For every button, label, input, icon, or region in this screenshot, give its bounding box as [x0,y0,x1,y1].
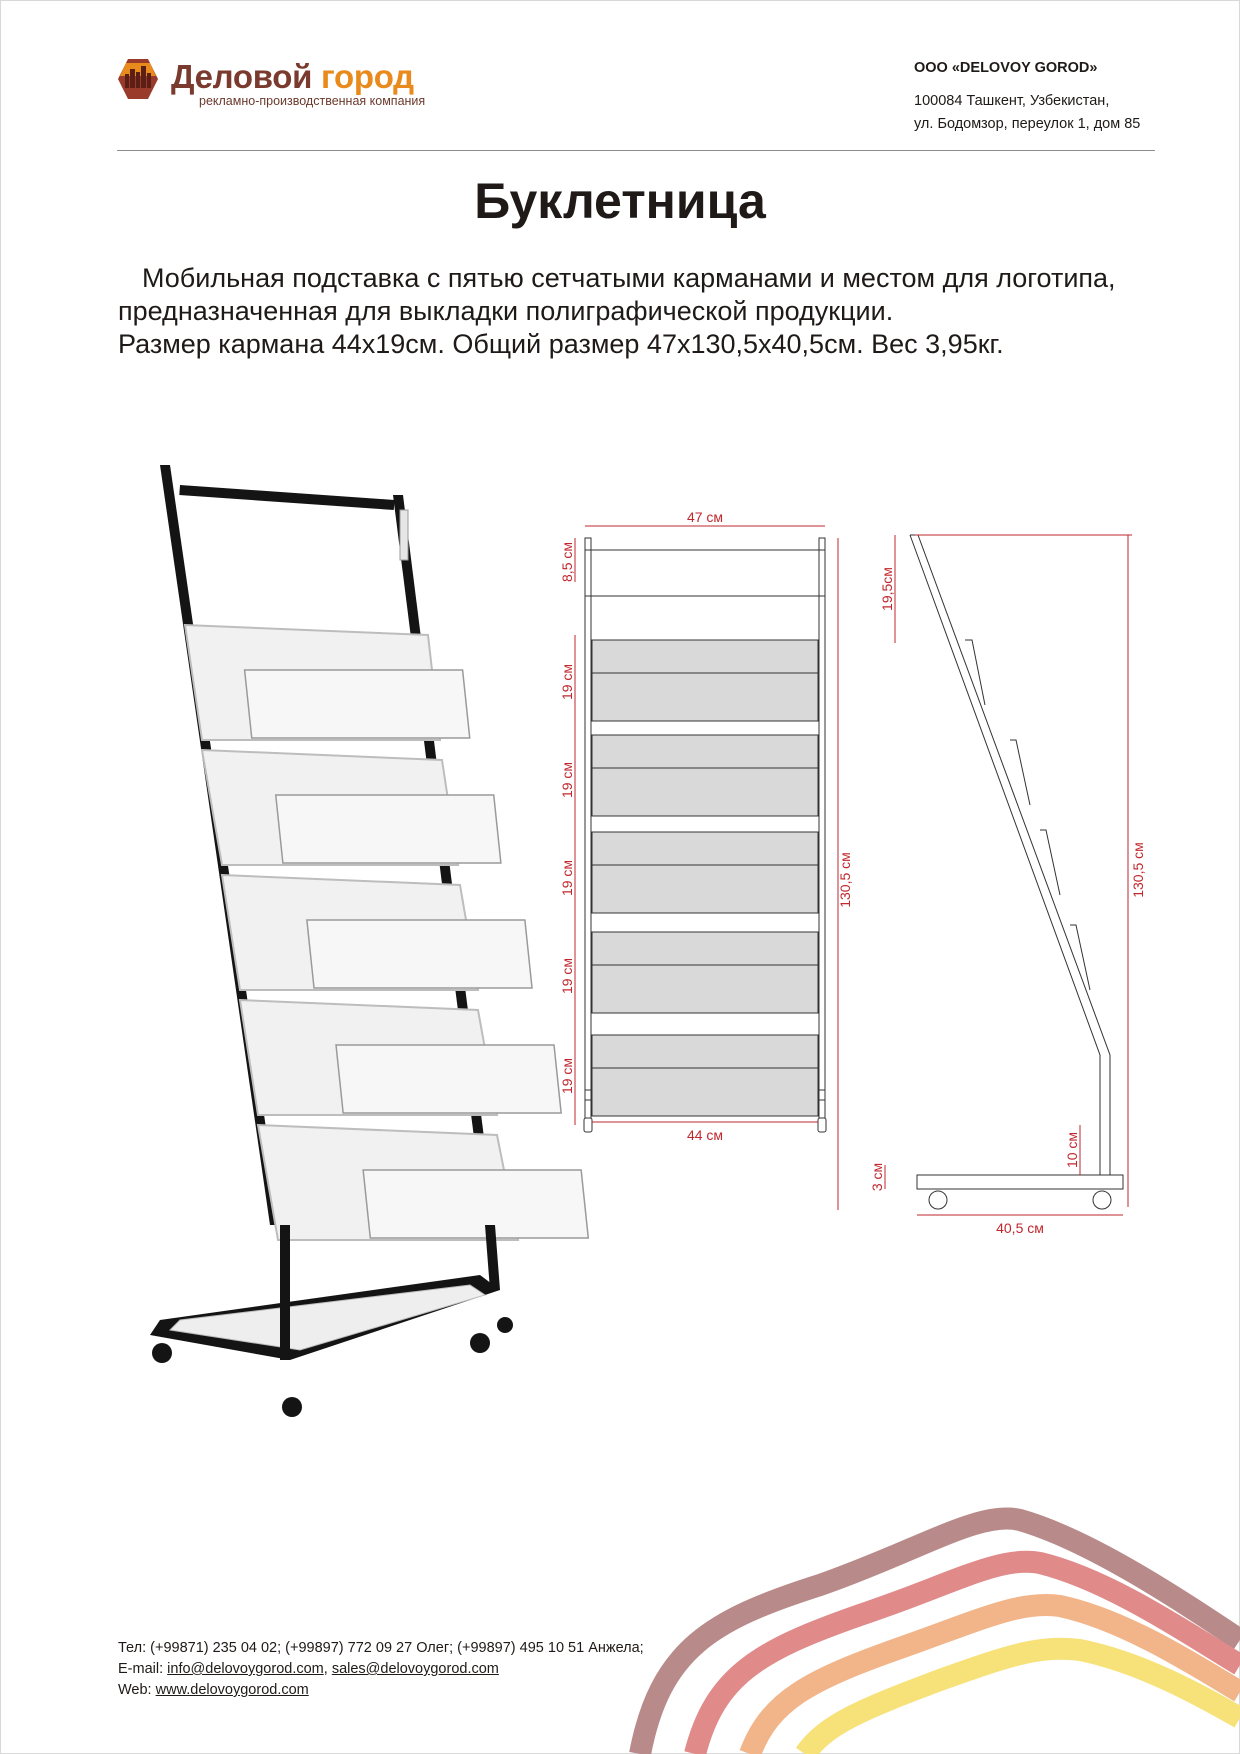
side-view-drawing [870,525,1150,1245]
email-link-info[interactable]: info@delovoygorod.com [167,1661,324,1677]
footer-web-line [118,1680,644,1701]
logo-name-part2: город [321,58,414,95]
dim-front-logo-height: 8,5 см [559,542,575,582]
decorative-waves [620,1500,1240,1754]
dim-side-bottom-offset: 10 см [1064,1131,1080,1169]
dim-pocket-height: 19 см [559,761,575,799]
footer-email-label: E-mail: [118,1661,164,1677]
dim-pocket-height: 19 см [559,859,575,897]
dim-pocket-width: 44 см [686,1127,724,1143]
company-address-line2: ул. Бодомзор, переулок 1, дом 85 [914,116,1141,132]
dim-pocket-height: 19 см [559,1057,575,1095]
logo-name [171,58,414,96]
company-name: ООО «DELOVOY GOROD» [914,60,1098,76]
footer-contacts [118,1638,644,1701]
company-info [914,57,1140,136]
front-view-drawing [559,509,853,1225]
logo-city-icon [117,58,159,100]
logo-name-part1: Деловой [171,58,313,95]
footer-email-line [118,1659,644,1680]
product-description [118,262,1208,361]
dim-side-total-height: 130,5 см [1130,842,1146,898]
email-link-sales[interactable]: sales@delovoygorod.com [331,1661,499,1677]
description-line2: предназначенная для выкладки полиграфической продукции. [118,296,894,326]
web-link[interactable]: www.delovoygorod.com [155,1682,309,1698]
footer-web-label: Web: [118,1682,152,1698]
dim-base-height: 3 см [869,1162,885,1192]
dim-front-total-height: 130,5 см [837,852,853,908]
header-divider [117,150,1155,151]
page-title: Буклетница [474,173,766,229]
footer-tel: Тел: (+99871) 235 04 02; (+99897) 772 09 27 Олег; (+99897) 495 10 51 Анжела; [118,1640,644,1656]
dim-pocket-height: 19 см [559,957,575,995]
product-photo [140,455,580,1435]
dim-front-width: 47 см [686,509,724,525]
description-line1: Мобильная подставка с пятью сетчатыми карманами и местом для логотипа, [142,263,1116,293]
logo-subtitle: рекламно-производственная компания [199,94,426,108]
dim-side-top-offset: 19,5см [879,567,895,611]
description-line3: Размер кармана 44х19см. Общий размер 47х130,5х40,5см. Вес 3,95кг. [118,329,1004,359]
company-logo [117,56,447,112]
dim-pocket-height: 19 см [559,663,575,701]
company-address-line1: 100084 Ташкент, Узбекистан, [914,93,1110,109]
dim-side-depth: 40,5 см [996,1220,1044,1236]
footer-email-sep: , [323,1661,328,1677]
